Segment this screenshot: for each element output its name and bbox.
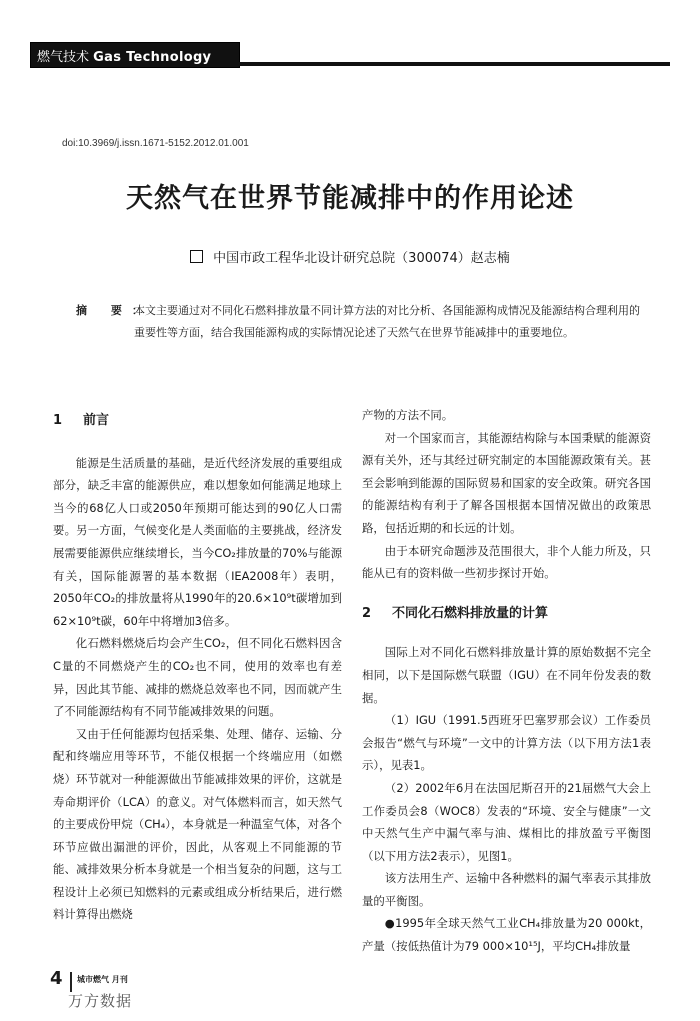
watermark: 万方数据 xyxy=(68,992,133,1010)
right-column xyxy=(362,404,651,958)
paragraph: 该方法用生产、运输中各种燃料的漏气率表示其排放量的平衡图。 xyxy=(362,871,651,908)
square-bullet-icon xyxy=(190,250,203,263)
section-title: 前言 xyxy=(83,413,110,428)
section-tag xyxy=(30,42,240,68)
section-number: 1 xyxy=(53,413,63,428)
section-name-en: Gas Technology xyxy=(93,50,212,65)
header-rule xyxy=(238,62,670,66)
section-number: 2 xyxy=(362,605,372,621)
page-footer xyxy=(50,968,250,1012)
doi: doi:10.3969/j.issn.1671-5152.2012.01.001 xyxy=(62,138,249,149)
section-title: 不同化石燃料排放量的计算 xyxy=(392,605,549,621)
journal-name: 城市燃气 月刊 xyxy=(77,975,128,984)
paragraph: 又由于任何能源均包括采集、处理、储存、运输、分配和终端应用等环节，不能仅根据一个终端应用（如燃烧）环节就对一种能源做出节能减排效果的评价，这就是寿命期评价（LCA）的意义。对气体燃料而言，如天然气的主要成份甲烷（CH₄），本身就是一种温室气体，对各个环节应做出漏泄的评价，因此，从客观上不同能源的节能、减排效果分析本身就是一个相当复杂的问题，这与工程设计上必须已知燃料的元素或组成分析结果后，进行燃料计算得出燃烧 xyxy=(53,726,342,922)
section-heading-2 xyxy=(362,603,651,626)
footer-divider xyxy=(70,972,72,992)
article-title: 天然气在世界节能减排中的作用论述 xyxy=(126,183,574,214)
paragraph: （1）IGU（1991.5西班牙巴塞罗那会议）工作委员会报告“燃气与环境”一文中的计算方法（以下用方法1表示），见表1。 xyxy=(362,713,651,773)
paragraph: 产物的方法不同。 xyxy=(362,408,454,422)
paragraph: （2）2002年6月在法国尼斯召开的21届燃气大会上工作委员会8（WOC8）发表的“环境、安全与健康”一文中天然气生产中漏气率与油、煤相比的排放盈亏平衡图（以下用方法2表示），见图1。 xyxy=(362,780,651,863)
author-affiliation xyxy=(0,247,700,266)
abstract-text: 本文主要通过对不同化石燃料排放量不同计算方法的对比分析、各国能源构成情况及能源结构合理利用的重要性等方面，结合我国能源构成的实际情况论述了天然气在世界节能减排中的重要地位。 xyxy=(134,304,640,339)
abstract xyxy=(70,300,640,344)
paragraph: ●1995年全球天然气工业CH₄排放量为20 000kt，产量（按低热值计为79 000×10¹⁵J，平均CH₄排放量 xyxy=(362,916,651,954)
section-name-cn: 燃气技术 xyxy=(37,50,90,65)
page-number: 4 xyxy=(50,968,63,989)
section-tag-text xyxy=(37,46,211,65)
paragraph: 由于本研究命题涉及范围很大，非个人能力所及，只能从已有的资料做一些初步探讨开始。 xyxy=(362,543,651,581)
paragraph: 国际上对不同化石燃料排放量计算的原始数据不完全相同，以下是国际燃气联盟（IGU）在不同年份发表的数据。 xyxy=(362,645,651,705)
paragraph: 化石燃料燃烧后均会产生CO₂，但不同化石燃料因含C量的不同燃烧产生的CO₂也不同，使用的效率也有差异，因此其节能、减排的燃烧总效率也不同，因而就产生了不同能源结构有不同节能减排效果的问题。 xyxy=(53,636,342,719)
abstract-label: 摘 要： xyxy=(76,304,153,317)
left-column xyxy=(53,404,342,926)
paragraph: 对一个国家而言，其能源结构除与本国秉赋的能源资源有关外，还与其经过研究制定的本国能源政策有关。甚至会影响到能源的国际贸易和国家的安全政策。研究各国的能源结构有利于了解各国根据本国情况做出的政策思路，包括近期的和长远的计划。 xyxy=(362,430,651,535)
affiliation-text: 中国市政工程华北设计研究总院（300074）赵志楠 xyxy=(213,251,510,266)
paragraph: 能源是生活质量的基础，是近代经济发展的重要组成部分，缺乏丰富的能源供应，难以想象如何能满足地球上当今的68亿人口或2050年预期可能达到的90亿人口需要。另一方面，气候变化是人类面临的主要挑战，经济发展需要能源供应继续增长，当今CO₂排放量的70%与能源有关，国际能源署的基本数据（IEA2008年）表明，2050年CO₂的排放量将从1990年的20.6×10⁹t碳增加到62×10⁹t碳，60年中将增加3倍多。 xyxy=(53,455,342,628)
section-heading-1 xyxy=(53,410,342,433)
journal-section-header xyxy=(30,42,670,68)
